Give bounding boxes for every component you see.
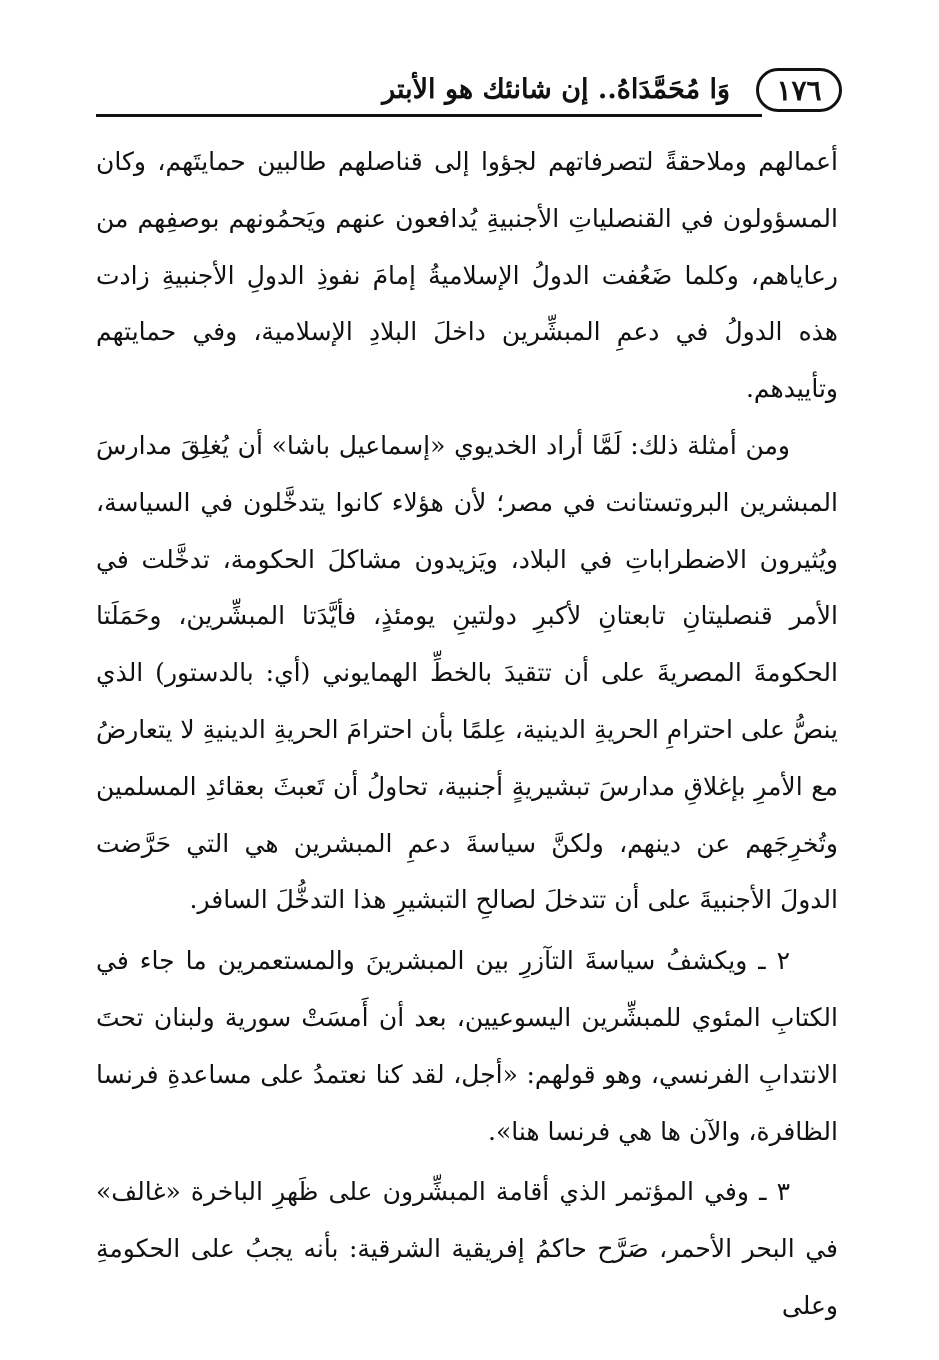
page-header — [96, 62, 842, 124]
paragraph-2: ومن أمثلة ذلك: لَمَّا أراد الخديوي «إسماعيل باشا» أن يُغلِقَ مدارسَ المبشرين البروتستانت في مصر؛ لأن هؤلاء كانوا يتدخَّلون في السياسة، ويُثيرون الاضطراباتِ في البلاد، ويَزيدون مشاكلَ الحكومة، تدخَّلت في الأمر قنصليتانِ تابعتانِ لأكبرِ دولتينِ يومئذٍ، فأيَّدَتا المبشِّرين، وحَمَلَتا الحكومةَ المصريةَ على أن تتقيدَ بالخطِّ الهمايوني (أي: بالدستور) الذي ينصُّ على احترامِ الحريةِ الدينية، عِلمًا بأن احترامَ الحريةِ الدينيةِ لا يتعارضُ مع الأمرِ بإغلاقِ مدارسَ تبشيريةٍ أجنبية، تحاولُ أن تَعبثَ بعقائدِ المسلمين وتُخرِجَهم عن دينهم، ولكنَّ سياسةَ دعمِ المبشرين هي التي حَرَّضت الدولَ الأجنبيةَ على أن تتدخلَ لصالحِ التبشيرِ هذا التدخُّلَ السافر. — [96, 430, 838, 915]
body-text — [96, 134, 838, 1320]
header-rule — [96, 114, 762, 117]
paragraph-3: ٢ ـ ويكشفُ سياسةَ التآزرِ بين المبشرينَ والمستعمرين ما جاء في الكتابِ المئوي للمبشِّرين اليسوعيين، بعد أن أَمسَتْ سورية ولبنان تحتَ الانتدابِ الفرنسي، وهو قولهم: «أجل، لقد كنا نعتمدُ على مساعدةِ فرنسا الظافرة، والآن ها هي فرنسا هنا». — [96, 946, 838, 1146]
page-number: ١٧٦ — [756, 68, 842, 112]
paragraph-4: ٣ ـ وفي المؤتمر الذي أقامة المبشِّرون على ظَهرِ الباخرة «غالف» في البحر الأحمر، صَرَّح حاكمُ إفريقية الشرقية: بأنه يجبُ على الحكومةِ وعلى — [96, 1177, 838, 1320]
running-title: وَا مُحَمَّدَاهُ.. إن شانئك هو الأبتر — [382, 74, 730, 105]
paragraph-1: أعمالهم وملاحقةً لتصرفاتهم لجؤوا إلى قناصلهم طالبين حمايتَهم، وكان المسؤولون في القنصلياتِ الأجنبيةِ يُدافعون عنهم ويَحمُونهم بوصفِهم من رعاياهم، وكلما ضَعُفت الدولُ الإسلاميةُ إمامَ نفوذِ الدولِ الأجنبيةِ زادت هذه الدولُ في دعمِ المبشِّرين داخلَ البلادِ الإسلامية، وفي حمايتهم وتأييدهم. — [96, 147, 838, 404]
